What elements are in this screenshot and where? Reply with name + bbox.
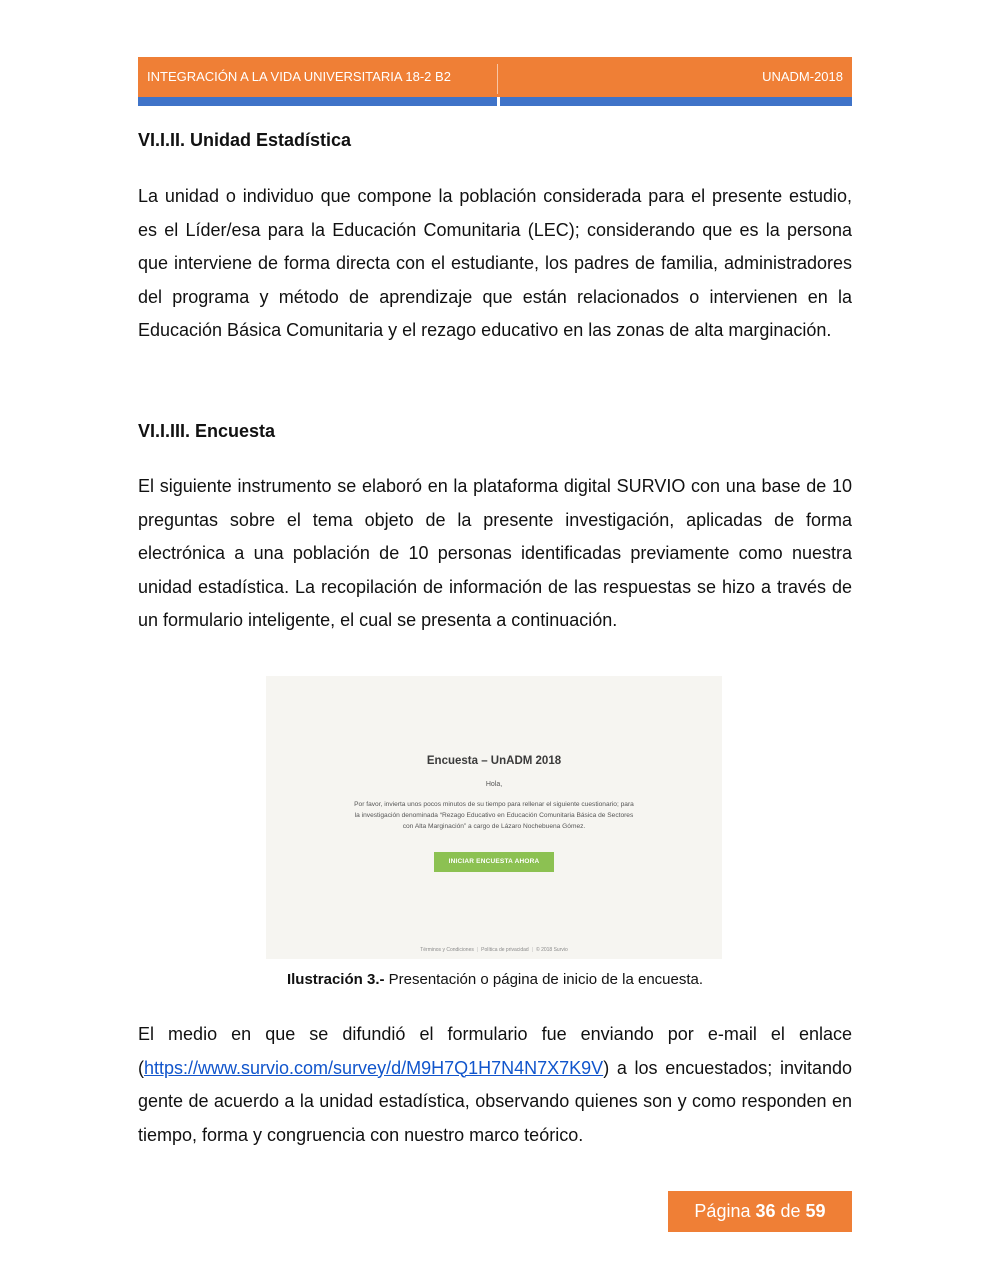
paragraph-difusion xyxy=(138,1018,852,1152)
page-header xyxy=(138,57,852,97)
footer-separator: | xyxy=(476,947,479,953)
difusion-text-end: ) a los encuestados; invitando gente de acuerdo a la unidad estadística, observando quienes son y como responden en tiempo, forma y congruencia con nuestro marco teórico. xyxy=(138,1057,852,1145)
page-number-box xyxy=(668,1191,852,1232)
footer-copyright: © 2018 Survio xyxy=(536,947,568,953)
header-divider xyxy=(497,64,498,94)
heading-unidad-estadistica: VI.I.II. Unidad Estadística xyxy=(138,130,352,150)
survey-intro-message: Por favor, invierta unos pocos minutos de su tiempo para rellenar el siguiente cuestionario; para la investigación denominada “Rezago Educativo en Educación Comunitaria Básica de Sectores con Alta Marginación” a cargo de Lázaro Nochebuena Gómez. xyxy=(354,801,634,830)
survey-title: Encuesta – UnADM 2018 xyxy=(426,755,562,767)
difusion-text-start: El medio en que se difundió el formulario fue enviando por e-mail el enlace ( xyxy=(138,1024,852,1078)
start-survey-button[interactable]: INICIAR ENCUESTA AHORA xyxy=(434,852,554,872)
caption-label: Ilustración 3.- xyxy=(286,971,385,988)
header-underline xyxy=(138,97,852,106)
footer-link-privacy[interactable]: Política de privacidad xyxy=(481,947,529,953)
heading-encuesta: VI.I.III. Encuesta xyxy=(138,421,276,441)
total-page-number: 59 xyxy=(805,1201,826,1221)
page-prefix: Página xyxy=(694,1201,756,1221)
survey-screenshot-figure xyxy=(266,676,722,959)
page-separator: de xyxy=(775,1201,806,1221)
caption-text: Presentación o página de inicio de la encuesta. xyxy=(384,971,704,988)
current-page-number: 36 xyxy=(755,1201,776,1221)
header-course-title: INTEGRACIÓN A LA VIDA UNIVERSITARIA 18-2 B2 xyxy=(147,69,451,84)
survey-link[interactable]: https://www.survio.com/survey/d/M9H7Q1H7N4N7X7K9V xyxy=(144,1057,604,1078)
survey-footer xyxy=(266,947,722,953)
footer-separator: | xyxy=(531,947,534,953)
figure-caption xyxy=(138,971,852,988)
header-underline-gap xyxy=(497,97,500,106)
survey-greeting: Hola, xyxy=(485,781,503,788)
header-institution: UNADM-2018 xyxy=(762,69,843,84)
paragraph-encuesta: El siguiente instrumento se elaboró en la plataforma digital SURVIO con una base de 10 preguntas sobre el tema objeto de la presente investigación, aplicadas de forma electrónica a una población de 10 personas identificadas previamente como nuestra unidad estadística. La recopilación de información de las respuestas se hizo a través de un formulario inteligente, el cual se presenta a continuación. xyxy=(138,476,852,630)
footer-link-terms[interactable]: Términos y Condiciones xyxy=(420,947,474,953)
paragraph-unidad-estadistica: La unidad o individuo que compone la población considerada para el presente estudio, es el Líder/esa para la Educación Comunitaria (LEC); considerando que es la persona que interviene de forma directa con el estudiante, los padres de familia, administradores del programa y método de aprendizaje que están relacionados o intervienen en la Educación Básica Comunitaria y el rezago educativo en las zonas de alta marginación. xyxy=(138,186,852,340)
